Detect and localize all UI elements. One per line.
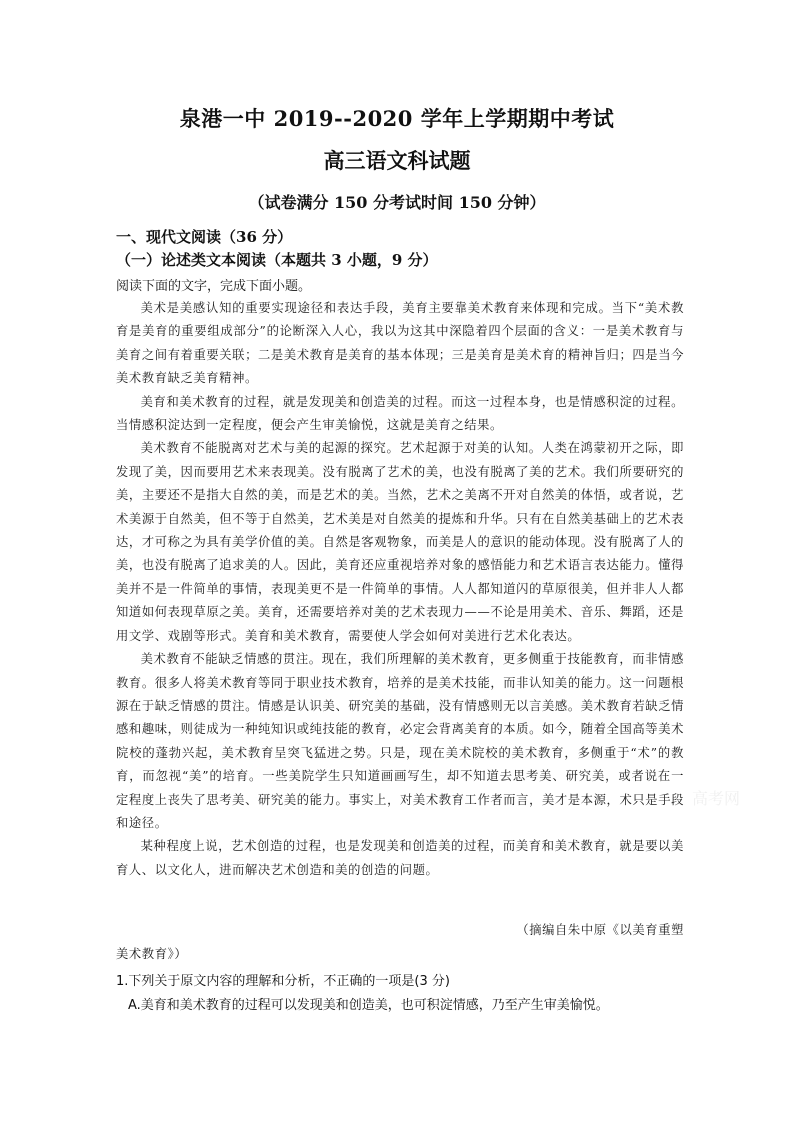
passage-source: （摘编自朱中原《以美育重塑 xyxy=(516,923,684,937)
passage-paragraph: 美术教育不能缺乏情感的贯注。现在，我们所理解的美术教育，更多侧重于技能教育，而非情感教育。很多人将美术教育等同于职业技术教育，培养的是美术技能，而非认知美的能力。这一问题根源在于缺乏情感的贯注。情感是认识美、研究美的基础，没有情感则无以言美感。美术教育若缺乏情感和趣味，则徒成为一种纯知识或纯技能的教育，必定会背离美育的本质。如今，随着全国高等美术院校的蓬勃兴起，美术教育呈突飞猛进之势。只是，现在美术院校的美术教育，多侧重于“术”的教育，而忽视“美”的培育。一些美院学生只知道画画写生，却不知道去思考美、研究美，或者说在一定程度上丧失了思考美、研究美的能力。事实上，对美术教育工作者而言，美才是本源，术只是手段和途径。 xyxy=(116,652,684,830)
subsection-heading: （一）论述类文本阅读（本题共 3 小题，9 分） xyxy=(116,251,438,269)
passage-source-continued: 美术教育》） xyxy=(116,947,188,961)
passage-paragraph: 美术教育不能脱离对艺术与美的起源的探究。艺术起源于对美的认知。人类在鸿蒙初开之际，即发现了美，因而要用艺术来表现美。没有脱离了艺术的美，也没有脱离了美的艺术。我们所要研究的美，主要还不是指大自然的美，而是艺术的美。当然，艺术之美离不开对自然美的体悟，或者说，艺术美源于自然美，但不等于自然美，艺术美是对自然美的提炼和升华。只有在自然美基础上的艺术表达，才可称之为具有美学价值的美。自然是客观物象，而美是人的意识的能动体现。没有脱离了人的美，也没有脱离了追求美的人。因此，美育还应重视培养对象的感悟能力和艺术语言表达能力。懂得美并不是一件简单的事情，表现美更不是一件简单的事情。人人都知道闪的草原很美，但并非人人都知道如何表现草原之美。美育，还需要培养对美的艺术表现力——不论是用美术、音乐、舞蹈，还是用文学、戏剧等形式。美育和美术教育，需要使人学会如何对美进行艺术化表达。 xyxy=(116,441,684,643)
reading-passage xyxy=(116,297,684,882)
passage-paragraph: 美术是美感认知的重要实现途径和表达手段，美育主要靠美术教育来体现和完成。当下“美术教育是美育的重要组成部分”的论断深入人心，我以为这其中深隐着四个层面的含义：一是美术教育与美育之间有着重要关联；二是美术教育是美育的基本体现；三是美育是美术育的精神旨归；四是当今美术教育缺乏美育精神。 xyxy=(116,301,684,386)
exam-title: 泉港一中 2019--2020 学年上学期期中考试 xyxy=(179,106,615,131)
passage-paragraph: 某种程度上说，艺术创造的过程，也是发现美和创造美的过程，而美育和美术教育，就是要以美育人、以文化人，进而解决艺术创造和美的创造的问题。 xyxy=(116,839,684,877)
exam-subject-title: 高三语文科试题 xyxy=(323,148,471,173)
section-heading: 一、现代文阅读（36 分） xyxy=(116,228,293,246)
exam-score-time-note: （试卷满分 150 分考试时间 150 分钟） xyxy=(248,193,546,212)
question-stem: 1.下列关于原文内容的理解和分析，不正确的一项是(3 分) xyxy=(116,974,450,989)
passage-paragraph: 美育和美术教育的过程，就是发现美和创造美的过程。而这一过程本身，也是情感积淀的过程。当情感积淀达到一定程度，便会产生审美愉悦，这就是美育之结果。 xyxy=(116,394,684,433)
watermark: 高考网 xyxy=(692,789,741,808)
question-option-a: A.美育和美术教育的过程可以发现美和创造美，也可积淀情感，乃至产生审美愉悦。 xyxy=(128,998,609,1013)
reading-instruction: 阅读下面的文字，完成下面小题。 xyxy=(116,279,312,294)
